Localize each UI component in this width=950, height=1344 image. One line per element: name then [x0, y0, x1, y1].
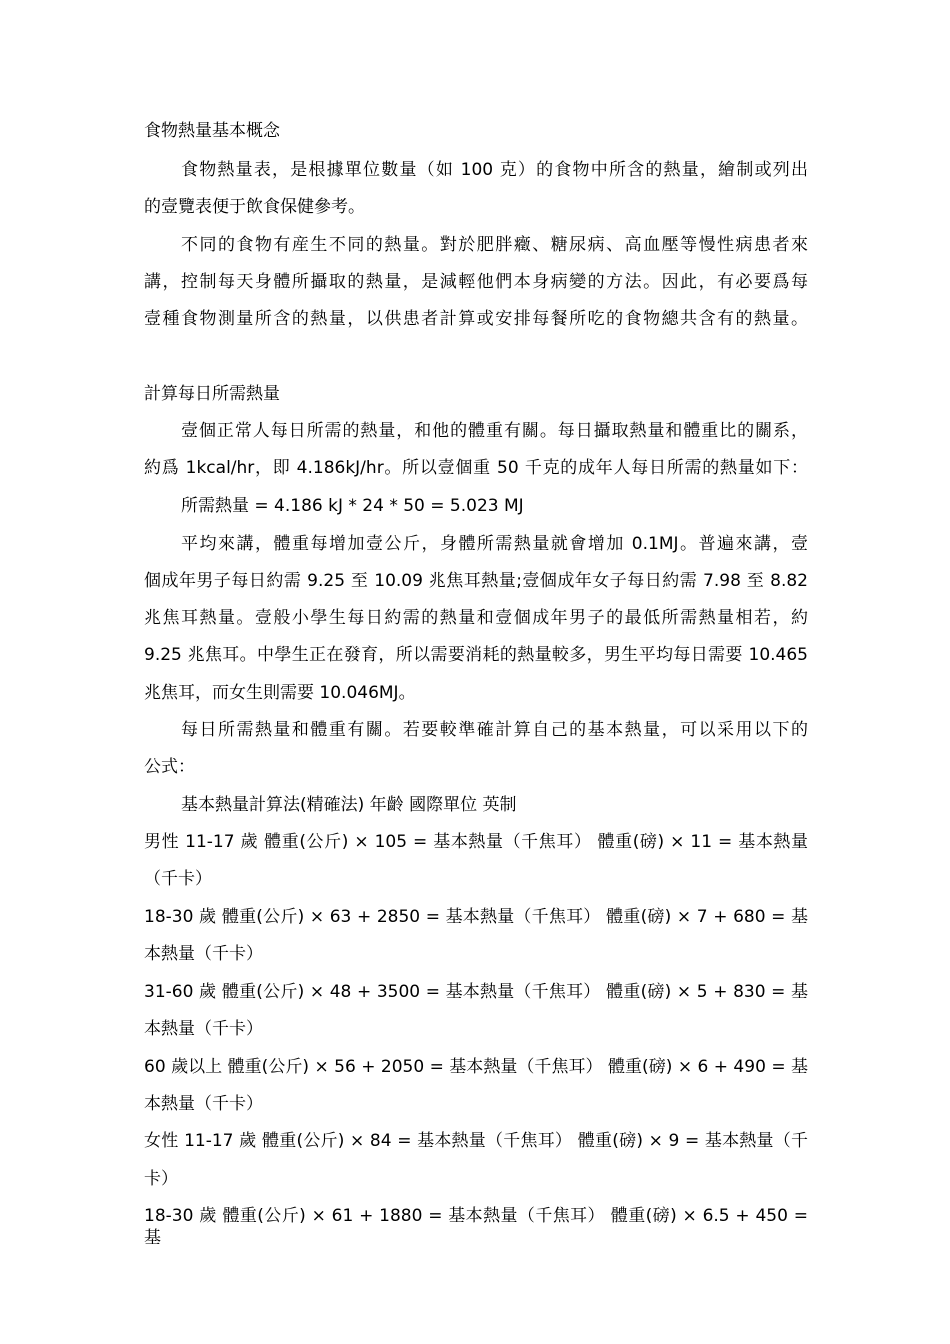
table-row: 男性 11-17 歲 體重(公斤) × 105 = 基本熱量（千焦耳） 體重(磅) × 11 = 基本熱量 — [144, 832, 808, 852]
paragraph-line: 每日所需熱量和體重有關。若要較準確計算自己的基本熱量，可以采用以下的 — [181, 720, 808, 740]
table-row: 18-30 歲 體重(公斤) × 61 + 1880 = 基本熱量（千焦耳） 體重(磅) × 6.5 + 450 = 基 — [144, 1206, 808, 1248]
table-row: 本熱量（千卡） — [144, 944, 263, 964]
paragraph-line: 壹種食物測量所含的熱量，以供患者計算或安排每餐所吃的食物總共含有的熱量。 — [144, 309, 808, 329]
table-row: 本熱量（千卡） — [144, 1094, 263, 1114]
table-row: 31-60 歲 體重(公斤) × 48 + 3500 = 基本熱量（千焦耳） 體重(磅) × 5 + 830 = 基 — [144, 982, 808, 1002]
paragraph-line: 平均來講，體重每增加壹公斤，身體所需熱量就會增加 0.1MJ。普遍來講，壹 — [181, 534, 808, 554]
section-title-food-calories: 食物熱量基本概念 — [144, 121, 280, 141]
paragraph-line: 壹個正常人每日所需的熱量，和他的體重有關。每日攝取熱量和體重比的關系， — [181, 421, 808, 441]
paragraph-line: 公式： — [144, 757, 195, 777]
table-row: 女性 11-17 歲 體重(公斤) × 84 = 基本熱量（千焦耳） 體重(磅) × 9 = 基本熱量（千 — [144, 1131, 808, 1151]
table-row: 18-30 歲 體重(公斤) × 63 + 2850 = 基本熱量（千焦耳） 體重(磅) × 7 + 680 = 基 — [144, 907, 808, 927]
table-row: 卡） — [144, 1169, 178, 1189]
paragraph-line: 的壹覽表便于飲食保健參考。 — [144, 197, 365, 217]
section-title-daily-calories: 計算每日所需熱量 — [144, 384, 280, 404]
paragraph-line: 9.25 兆焦耳。中學生正在發育，所以需要消耗的熱量較多，男生平均每日需要 10.465 — [144, 645, 808, 665]
paragraph-line: 約爲 1kcal/hr，即 4.186kJ/hr。所以壹個重 50 千克的成年人每日所需的熱量如下： — [144, 458, 808, 478]
formula-line: 所需熱量 = 4.186 kJ * 24 * 50 = 5.023 MJ — [181, 496, 524, 516]
table-row: 本熱量（千卡） — [144, 1019, 263, 1039]
paragraph-line: 講，控制每天身體所攝取的熱量，是減輕他們本身病變的方法。因此，有必要爲每 — [144, 272, 808, 292]
table-row: 60 歲以上 體重(公斤) × 56 + 2050 = 基本熱量（千焦耳） 體重(磅) × 6 + 490 = 基 — [144, 1057, 808, 1077]
paragraph-line: 食物熱量表，是根據單位數量（如 100 克）的食物中所含的熱量，繪制或列出 — [181, 160, 808, 180]
table-row: （千卡） — [144, 869, 212, 889]
paragraph-line: 兆焦耳熱量。壹般小學生每日約需的熱量和壹個成年男子的最低所需熱量相若，約 — [144, 608, 808, 628]
paragraph-line: 個成年男子每日約需 9.25 至 10.09 兆焦耳熱量;壹個成年女子每日約需 7.98 至 8.82 — [144, 571, 808, 591]
table-header-line: 基本熱量計算法(精確法) 年齡 國際單位 英制 — [181, 795, 517, 815]
paragraph-line: 兆焦耳，而女生則需要 10.046MJ。 — [144, 683, 416, 703]
paragraph-line: 不同的食物有産生不同的熱量。對於肥胖癥、糖尿病、高血壓等慢性病患者來 — [181, 235, 808, 255]
